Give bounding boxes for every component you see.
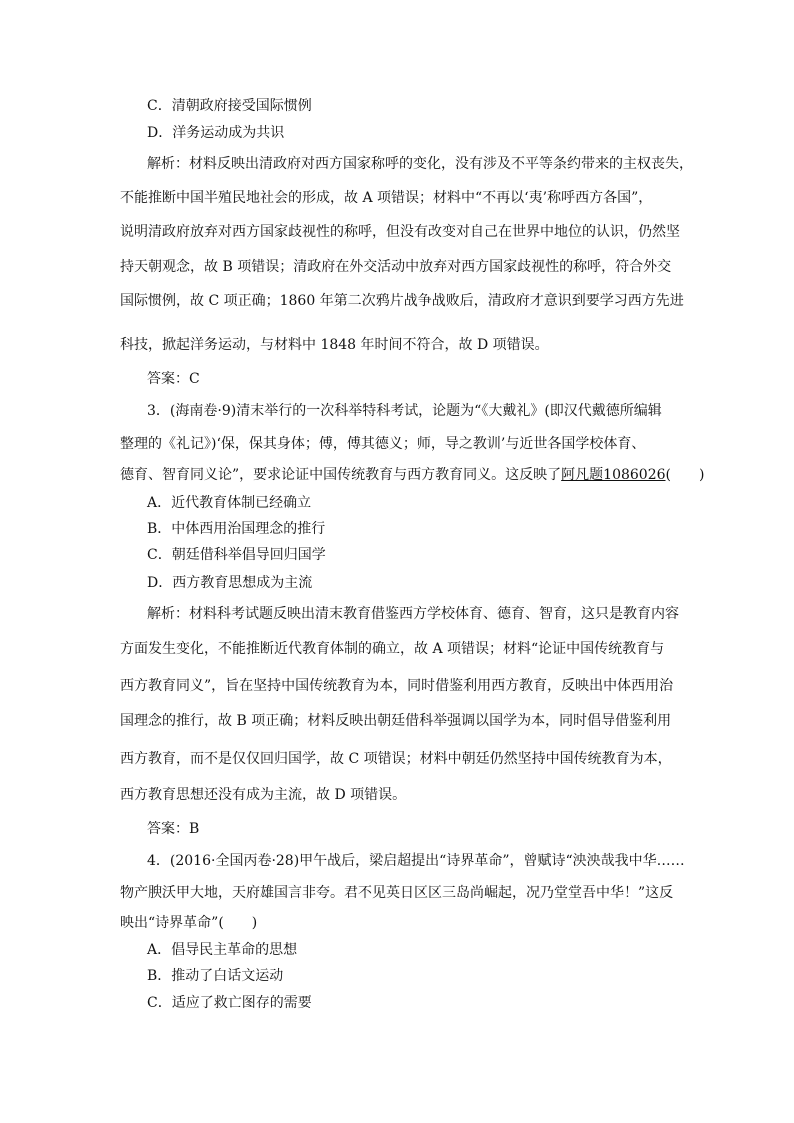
q2-analysis-line-3: 说明清政府放弃对西方国家歧视性的称呼，但没有改变对自己在世界中地位的认识，仍然坚 xyxy=(120,224,680,240)
q3-stem-line-1: 3．(海南卷·9)清末举行的一次科举特科考试，论题为“《大戴礼》(即汉代戴德所编辑 xyxy=(147,403,662,419)
q4-stem-line-1: 4．(2016·全国丙卷·28)甲午战后，梁启超提出“诗界革命”，曾赋诗“泱泱哉我中华…… xyxy=(147,853,685,869)
q3-stem-line-2: 整理的《礼记》)‘保，保其身体；傅，傅其德义；师，导之教训’与近世各国学校体育、 xyxy=(120,436,646,452)
q3-option-d: D．西方教育思想成为主流 xyxy=(147,575,313,591)
q2-option-d: D．洋务运动成为共识 xyxy=(147,125,285,141)
q4-stem-line-3: 映出“诗界革命”( ) xyxy=(120,915,258,931)
q2-analysis-text-1: 材料反映出清政府对西方国家称呼的变化，没有涉及不平等条约带来的主权丧失， xyxy=(189,156,693,172)
q3-option-c: C．朝廷借科举倡导回归国学 xyxy=(147,547,326,563)
q3-analysis-line-1 xyxy=(0,605,794,623)
q2-option-c: C．清朝政府接受国际惯例 xyxy=(147,98,312,114)
q3-analysis-text-1: 材料科考试题反映出清末教育借鉴西方学校体育、德育、智育，这只是教育内容 xyxy=(189,606,679,622)
q4-option-c: C．适应了救亡图存的需要 xyxy=(147,995,312,1011)
q2-analysis-line-5: 国际惯例，故 C 项正确；1860 年第二次鸦片战争战败后，清政府才意识到要学习西方先进 xyxy=(120,293,684,309)
q2-analysis-label: 解析 xyxy=(147,156,175,172)
q2-analysis-line-6: 科技，掀起洋务运动，与材料中 1848 年时间不符合，故 D 项错误。 xyxy=(120,337,549,353)
q3-analysis-label: 解析 xyxy=(147,606,175,622)
q2-answer-value: C xyxy=(189,371,200,387)
q3-option-a: A．近代教育体制已经确立 xyxy=(147,495,312,511)
q3-answer xyxy=(0,820,794,838)
q3-answer-value: B xyxy=(189,821,200,837)
q3-analysis-line-2: 方面发生变化，不能推断近代教育体制的确立，故 A 项错误；材料“论证中国传统教育与 xyxy=(120,641,665,657)
q3-reference-link[interactable]: 阿凡题1086026 xyxy=(561,467,666,483)
q2-analysis-sep: ： xyxy=(175,156,189,172)
q2-analysis-line-4: 持天朝观念，故 B 项错误；清政府在外交活动中放弃对西方国家歧视性的称呼，符合外交 xyxy=(120,259,672,275)
q3-option-b: B．中体西用治国理念的推行 xyxy=(147,521,326,537)
q2-analysis-line-1 xyxy=(0,155,794,173)
q3-analysis-line-6: 西方教育思想还没有成为主流，故 D 项错误。 xyxy=(120,787,407,803)
q3-stem-line-3 xyxy=(0,466,794,484)
q2-answer xyxy=(0,370,794,388)
q3-analysis-line-3: 西方教育同义”，旨在坚持中国传统教育为本，同时借鉴利用西方教育，反映出中体西用治 xyxy=(120,678,674,694)
q3-stem-text-3: 德育、智育同义论”，要求论证中国传统教育与西方教育同义。这反映了 xyxy=(120,467,562,483)
q3-analysis-sep: ： xyxy=(175,606,189,622)
q3-answer-sep: ： xyxy=(175,821,189,837)
q4-option-b: B．推动了白话文运动 xyxy=(147,968,284,984)
q2-answer-label: 答案 xyxy=(147,371,175,387)
q2-analysis-line-2: 不能推断中国半殖民地社会的形成，故 A 项错误；材料中“不再以‘夷’称呼西方各国”， xyxy=(120,190,653,206)
q4-stem-line-2: 物产腴沃甲大地，天府雄国言非夸。君不见英日区区三岛尚崛起，况乃堂堂吾中华！”这反 xyxy=(120,885,674,901)
q3-analysis-line-4: 国理念的推行，故 B 项正确；材料反映出朝廷借科举强调以国学为本，同时倡导借鉴利用 xyxy=(120,713,672,729)
q4-option-a: A．倡导民主革命的思想 xyxy=(147,942,298,958)
q3-answer-label: 答案 xyxy=(147,821,175,837)
q3-answer-blank: ( ) xyxy=(665,467,705,483)
q2-answer-sep: ： xyxy=(175,371,189,387)
q3-analysis-line-5: 西方教育，而不是仅仅回归国学，故 C 项错误；材料中朝廷仍然坚持中国传统教育为本， xyxy=(120,751,672,767)
